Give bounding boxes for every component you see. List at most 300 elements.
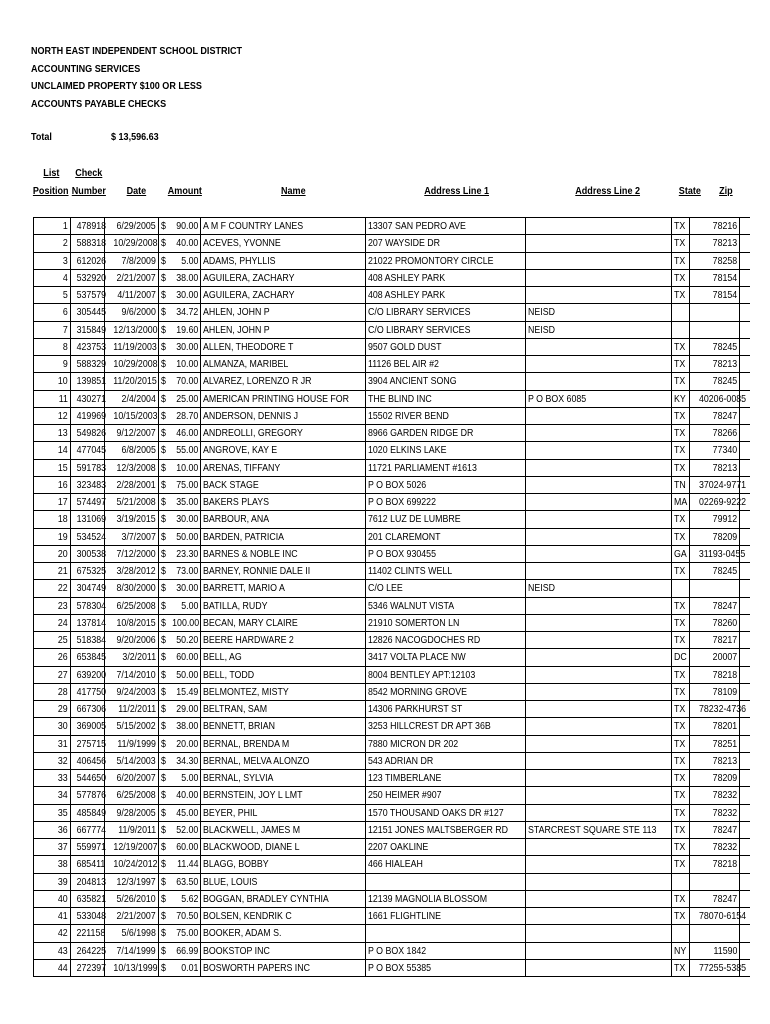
cell-address-line-2 [525,874,671,890]
state-text: TX [674,271,686,284]
cell-amount [158,822,200,838]
currency-symbol: $ [161,340,166,353]
cell-zip [689,684,740,700]
cell-date [104,701,158,717]
cell-state [671,339,689,355]
cell-address-line-2 [525,598,671,614]
currency-symbol: $ [161,427,166,439]
cell-name [200,701,365,717]
cell-list-position [33,235,70,251]
currency-symbol: $ [161,685,166,698]
date-text: 10/13/1999 [113,961,158,974]
table-row [33,339,750,356]
cell-date [104,667,158,683]
zip-text: 78247 [712,892,737,905]
currency-symbol: $ [161,565,166,577]
cell-address-line-1 [365,684,525,700]
cell-check-number [70,235,107,251]
cell-state [671,235,689,251]
zip-text: 11590 [713,944,737,957]
cell-check-number [70,373,107,389]
cell-check-number [70,874,107,890]
cell-date [104,356,158,372]
cell-name [200,408,365,424]
cell-date [104,925,158,941]
date-text: 10/29/2008 [113,358,158,370]
cell-address-line-2 [525,563,671,579]
currency-symbol: $ [161,651,166,664]
cell-list-position [33,546,70,562]
cell-name [200,356,365,372]
amount-value: 60.00 [175,651,198,664]
cell-date [104,839,158,855]
col-header-list-bottom: Position [32,185,69,197]
cell-date [104,718,158,734]
address-line-2-text: P O BOX 6085 [528,392,587,405]
cell-amount [158,270,200,286]
cell-amount [158,925,200,941]
cell-zip [689,235,740,251]
name-text: AMERICAN PRINTING HOUSE FOR [203,392,350,405]
cell-date [104,563,158,579]
list-position-text: 19 [58,530,68,543]
state-text: TX [674,910,686,922]
address-line-1-text: C/O LIBRARY SERVICES [368,306,471,319]
cell-address-line-2 [525,718,671,734]
cell-state [671,287,689,303]
address-line-1-text: 12139 MAGNOLIA BLOSSOM [368,892,488,905]
state-text: TX [674,806,686,819]
cell-name [200,322,365,338]
cell-check-number [70,425,107,441]
cell-state [671,529,689,545]
table-row [33,891,750,908]
address-line-1-text: P O BOX 55385 [368,961,432,974]
cell-amount [158,529,200,545]
currency-symbol: $ [161,858,166,871]
cell-state [671,839,689,855]
check-number-text: 369005 [76,720,107,733]
cell-amount [158,667,200,683]
cell-address-line-1 [365,253,525,269]
cell-address-line-1 [365,511,525,527]
cell-name [200,632,365,648]
cell-address-line-2 [525,356,671,372]
cell-zip [689,494,747,510]
cell-address-line-2 [525,667,671,683]
cell-check-number [70,391,107,407]
date-text: 8/30/2000 [116,582,156,595]
cell-amount [158,356,200,372]
amount-value: 40.00 [175,237,198,250]
address-line-1-text: 543 ADRIAN DR [368,754,434,767]
address-line-1-text: 1020 ELKINS LAKE [368,444,447,457]
amount-value: 38.00 [175,720,198,733]
address-line-1-text: P O BOX 699222 [368,496,437,508]
list-position-text: 1 [63,220,68,232]
table-row [33,718,750,735]
list-position-text: 14 [58,444,68,457]
amount-value: 10.00 [175,358,198,370]
report-title: ACCOUNTS PAYABLE CHECKS [31,97,167,110]
list-position-text: 26 [58,651,68,664]
cell-address-line-1 [365,667,525,683]
name-text: BLACKWOOD, DIANE L [203,841,300,853]
cell-name [200,218,365,234]
cell-address-line-2 [525,736,671,752]
list-position-text: 39 [58,875,68,888]
state-text: TX [674,340,686,353]
check-number-text: 275715 [76,737,107,750]
cell-date [104,235,158,251]
date-text: 10/24/2012 [113,858,158,871]
table-row [33,787,750,804]
currency-symbol: $ [161,668,166,681]
check-number-text: 419969 [76,409,107,422]
list-position-text: 17 [58,496,68,508]
table-row [33,667,750,684]
cell-date [104,943,158,959]
address-line-1-text: 3253 HILLCREST DR APT 36B [368,720,491,733]
col-header-date: Date [126,185,146,197]
cell-zip [689,925,740,941]
cell-check-number [70,718,107,734]
zip-text: 78154 [712,271,737,284]
state-text: TX [674,513,686,526]
state-text: TN [674,478,686,491]
cell-date [104,442,158,458]
cell-state [671,615,689,631]
cell-list-position [33,598,70,614]
amount-value: 100.00 [171,616,199,629]
cell-list-position [33,218,70,234]
state-text: TX [674,444,686,457]
cell-address-line-2 [525,339,671,355]
cell-name [200,270,365,286]
cell-check-number [70,322,107,338]
cell-date [104,511,158,527]
check-number-text: 549826 [76,427,107,439]
cell-check-number [70,632,107,648]
amount-value: 70.50 [175,910,198,922]
amount-value: 30.00 [175,340,198,353]
cell-amount [158,460,200,476]
currency-symbol: $ [161,375,166,388]
name-text: AHLEN, JOHN P [203,323,270,336]
cell-address-line-1 [365,822,525,838]
cell-zip [689,408,740,424]
date-text: 10/15/2003 [113,409,158,422]
cell-amount [158,408,200,424]
date-text: 6/25/2008 [116,789,156,802]
cell-address-line-2 [525,529,671,545]
date-text: 9/12/2007 [116,427,156,439]
cell-address-line-1 [365,701,525,717]
col-header-check-top: Check [75,167,103,179]
cell-zip [689,563,740,579]
amount-value: 23.30 [175,547,198,560]
cell-date [104,460,158,476]
cell-amount [158,736,200,752]
state-text: TX [674,530,686,543]
table-row [33,943,750,960]
cell-address-line-1 [365,874,525,890]
zip-text: 78070-6154 [698,910,747,922]
cell-name [200,684,365,700]
list-position-text: 7 [63,323,68,336]
date-text: 10/29/2008 [113,237,158,250]
cell-state [671,874,689,890]
list-position-text: 32 [58,754,68,767]
name-text: BERNAL, SYLVIA [203,772,274,784]
cell-date [104,753,158,769]
cell-address-line-2 [525,908,671,924]
address-line-1-text: 1661 FLIGHTLINE [368,910,442,922]
list-position-text: 31 [58,737,68,750]
amount-value: 5.00 [180,254,198,267]
cell-address-line-2 [525,787,671,803]
cell-name [200,373,365,389]
zip-text: 78213 [712,237,737,250]
amount-value: 11.44 [176,858,198,871]
cell-amount [158,856,200,872]
table-row [33,649,750,666]
currency-symbol: $ [161,841,166,853]
name-text: BARRETT, MARIO A [203,582,285,595]
col-header-zip: Zip [719,185,733,197]
state-text: TX [674,599,686,612]
check-number-text: 423753 [76,340,107,353]
list-position-text: 3 [63,254,68,267]
date-text: 4/11/2007 [117,289,156,301]
date-text: 7/8/2009 [121,254,156,267]
check-number-text: 577876 [76,789,107,802]
cell-date [104,649,158,665]
address-line-1-text: 8966 GARDEN RIDGE DR [368,427,474,439]
name-text: BARNEY, RONNIE DALE II [203,565,311,577]
cell-amount [158,632,200,648]
cell-check-number [70,580,107,596]
cell-state [671,787,689,803]
zip-text: 78258 [712,254,737,267]
cell-list-position [33,494,70,510]
currency-symbol: $ [161,530,166,543]
date-text: 9/24/2003 [116,685,156,698]
currency-symbol: $ [161,271,166,284]
check-number-text: 305445 [76,306,107,319]
name-text: BAKERS PLAYS [203,496,270,508]
cell-amount [158,805,200,821]
address-line-1-text: 201 CLAREMONT [368,530,441,543]
cell-address-line-2 [525,649,671,665]
cell-amount [158,391,200,407]
state-text: TX [674,720,686,733]
date-text: 11/9/1999 [117,737,156,750]
zip-text: 78247 [712,409,737,422]
check-number-text: 323483 [76,478,107,491]
check-number-text: 300538 [76,547,107,560]
cell-address-line-2 [525,494,671,510]
amount-value: 30.00 [175,289,198,301]
table-row [33,908,750,925]
date-text: 7/14/1999 [116,944,156,957]
name-text: ALLEN, THEODORE T [203,340,294,353]
table-row [33,373,750,390]
table-row [33,753,750,770]
cell-address-line-1 [365,718,525,734]
table-row [33,580,750,597]
address-line-1-text: 3417 VOLTA PLACE NW [368,651,466,664]
cell-amount [158,563,200,579]
name-text: BLACKWELL, JAMES M [203,823,301,836]
address-line-2-text: NEISD [528,323,555,336]
check-number-text: 591783 [76,461,107,474]
date-text: 7/14/2010 [116,668,156,681]
state-text: TX [674,892,686,905]
cell-name [200,425,365,441]
cell-state [671,753,689,769]
date-text: 5/14/2003 [116,754,156,767]
cell-name [200,580,365,596]
zip-text: 78232 [712,789,737,802]
cell-address-line-1 [365,339,525,355]
currency-symbol: $ [161,461,166,474]
amount-value: 34.72 [175,306,198,319]
cell-check-number [70,442,107,458]
address-line-1-text: 3904 ANCIENT SONG [368,375,457,388]
cell-address-line-2 [525,615,671,631]
check-number-text: 574497 [76,496,107,508]
col-header-name: Name [280,185,306,197]
cell-name [200,908,365,924]
table-row [33,408,750,425]
cell-date [104,615,158,631]
state-text: TX [674,961,686,974]
name-text: BELL, AG [203,651,242,664]
cell-address-line-2 [525,632,671,648]
cell-date [104,960,158,976]
state-text: TX [674,858,686,871]
check-number-text: 544650 [76,772,107,784]
cell-amount [158,425,200,441]
list-position-text: 2 [63,237,68,250]
cell-address-line-1 [365,218,525,234]
cell-check-number [70,839,107,855]
amount-value: 63.50 [175,875,198,888]
cell-date [104,580,158,596]
table-row [33,874,750,891]
cell-zip [689,632,740,648]
name-text: A M F COUNTRY LANES [203,220,304,232]
amount-value: 40.00 [175,789,198,802]
cell-date [104,322,158,338]
cell-address-line-1 [365,356,525,372]
check-number-text: 131069 [76,513,107,526]
cell-zip [689,701,747,717]
cell-address-line-1 [365,960,525,976]
table-row [33,701,750,718]
list-position-text: 13 [58,427,68,439]
currency-symbol: $ [161,616,166,629]
cell-state [671,736,689,752]
cell-amount [158,908,200,924]
cell-address-line-1 [365,287,525,303]
name-text: BOLSEN, KENDRIK C [203,910,292,922]
amount-value: 0.01 [180,961,198,974]
cell-date [104,684,158,700]
cell-address-line-1 [365,460,525,476]
cell-address-line-1 [365,943,525,959]
amount-value: 25.00 [175,392,198,405]
cell-amount [158,322,200,338]
zip-text: 79912 [712,513,737,526]
date-text: 11/2/2011 [118,703,156,715]
name-text: BERNAL, BRENDA M [203,737,290,750]
cell-check-number [70,546,107,562]
cell-zip [689,805,740,821]
table-row [33,270,750,287]
cell-amount [158,580,200,596]
cell-address-line-2 [525,822,671,838]
cell-address-line-1 [365,839,525,855]
list-position-text: 9 [63,358,68,370]
list-position-text: 28 [58,685,68,698]
name-text: ACEVES, YVONNE [203,237,281,250]
cell-amount [158,701,200,717]
cell-name [200,615,365,631]
cell-address-line-2 [525,304,671,320]
check-number-text: 417750 [76,685,107,698]
date-text: 3/2/2011 [122,651,156,664]
cell-list-position [33,425,70,441]
check-number-text: 635821 [76,892,107,905]
date-text: 6/29/2005 [116,220,156,232]
cell-name [200,736,365,752]
cell-amount [158,787,200,803]
table-row [33,839,750,856]
cell-state [671,442,689,458]
date-text: 6/20/2007 [116,772,156,784]
list-position-text: 35 [58,806,68,819]
cell-list-position [33,925,70,941]
cell-date [104,822,158,838]
cell-list-position [33,736,70,752]
cell-check-number [70,908,107,924]
zip-text: 78260 [712,616,737,629]
cell-list-position [33,511,70,527]
date-text: 5/21/2008 [116,496,156,508]
cell-state [671,546,689,562]
cell-list-position [33,960,70,976]
cell-check-number [70,304,107,320]
cell-amount [158,218,200,234]
currency-symbol: $ [161,754,166,767]
cell-address-line-1 [365,787,525,803]
cell-address-line-1 [365,891,525,907]
cell-list-position [33,805,70,821]
check-number-text: 430271 [76,392,107,405]
total-value: $ 13,596.63 [111,131,159,143]
cell-address-line-1 [365,649,525,665]
check-number-text: 139851 [76,375,107,388]
list-position-text: 25 [58,634,68,646]
cell-zip [689,736,740,752]
zip-text: 77255-5385 [698,961,747,974]
cell-name [200,856,365,872]
zip-text: 78232 [712,806,737,819]
cell-amount [158,373,200,389]
zip-text: 78245 [712,565,737,577]
